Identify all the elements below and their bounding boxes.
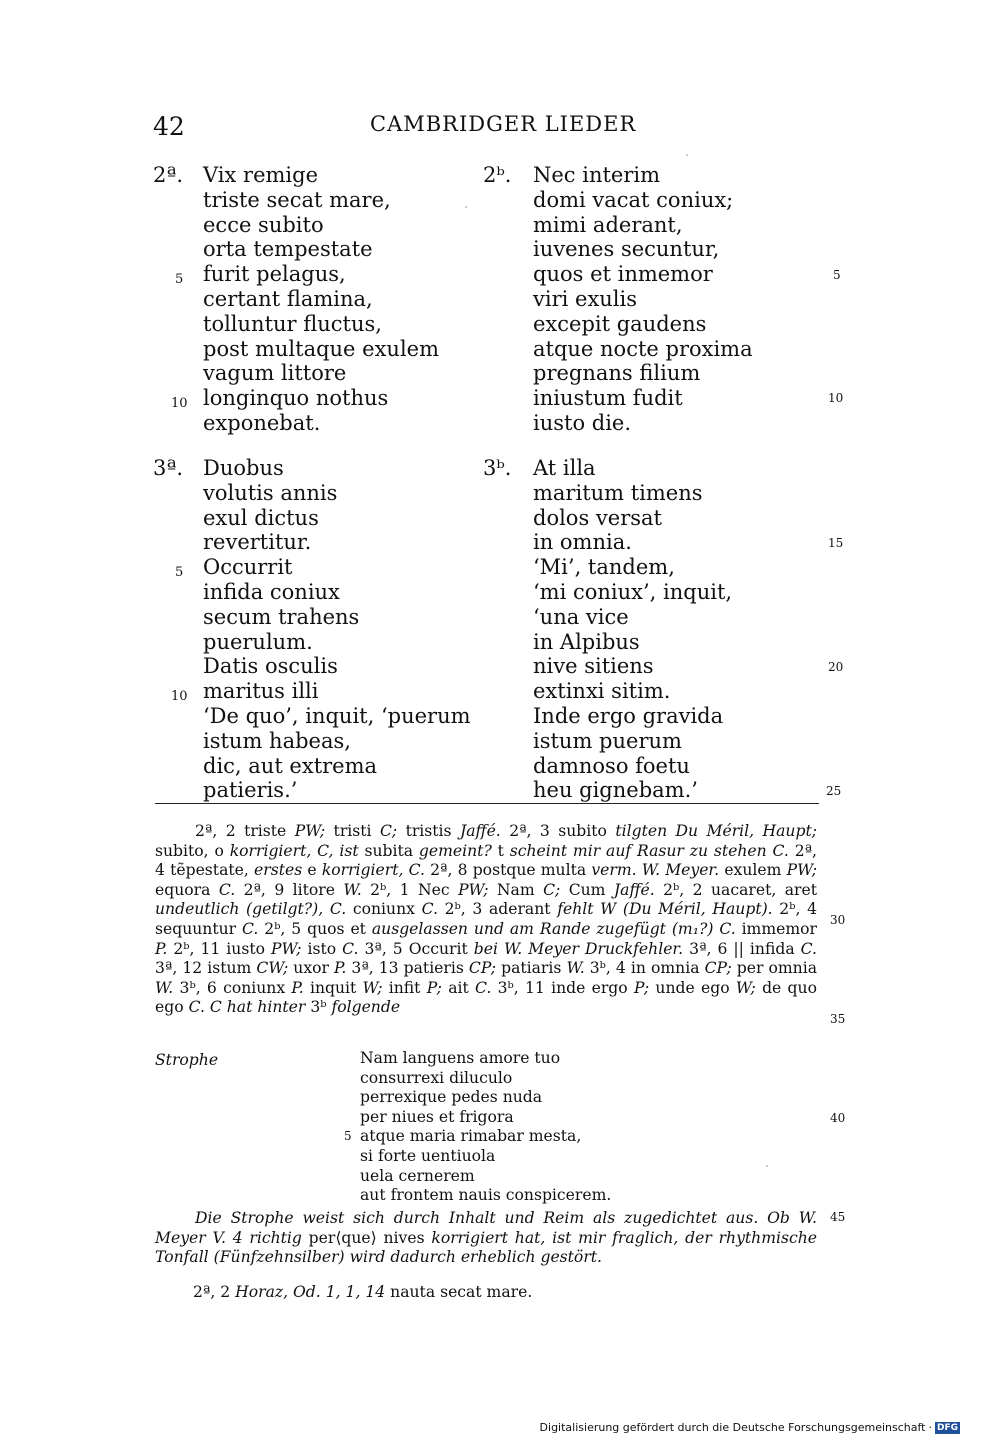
margin-number-15: 15 — [828, 536, 844, 550]
closing-note-part-1: Die Strophe weist sich durch Inhalt und Reim als zugedichtet aus. Ob W. Meyer V. 4 richtig — [155, 1209, 817, 1247]
margin-number-45: 45 — [830, 1210, 846, 1224]
margin-number-5: 5 — [833, 268, 841, 282]
margin-number-30: 30 — [830, 913, 846, 927]
scan-speck — [766, 1165, 768, 1167]
verse-line: ecce subito — [203, 212, 324, 237]
verse-line: patieris.’ — [203, 778, 298, 803]
citation-text: nauta secat mare. — [390, 1283, 533, 1301]
verse-line: excepit gaudens — [533, 311, 707, 336]
stanza-line-number: 5 — [175, 565, 184, 581]
running-head: CAMBRIDGER LIEDER — [370, 112, 637, 136]
footnote-rule — [155, 803, 819, 804]
verse-line: heu gignebam.’ — [533, 778, 698, 803]
verse-line: istum puerum — [533, 728, 682, 753]
stanza-line-number: 10 — [171, 689, 188, 705]
verse-line: At illa — [533, 456, 596, 480]
verse-line: orta tempestate — [203, 237, 373, 262]
strophe-line: perrexique pedes nuda — [360, 1088, 543, 1107]
verse-line: infida coniux — [203, 580, 340, 604]
stanza-line-number: 10 — [171, 396, 188, 412]
verse-line: maritum timens — [533, 480, 703, 505]
stanza-line-number: 5 — [175, 272, 184, 288]
strophe-line: si forte uentiuola — [360, 1146, 496, 1165]
verse-line: Datis osculis — [203, 654, 338, 679]
verse-line: domi vacat coniux; — [533, 187, 734, 212]
credit-text: Digitalisierung gefördert durch die Deutsche Forschungsgemeinschaft — [539, 1421, 926, 1434]
verse-line: exul dictus — [203, 505, 319, 530]
verse-line: iniustum fudit — [533, 386, 683, 411]
verse-line: atque nocte proxima — [533, 336, 753, 361]
verse-line: damnoso foetu — [533, 753, 690, 778]
stanza-label: 2ᵇ. — [483, 163, 512, 187]
strophe-line: aut frontem nauis conspicerem. — [360, 1186, 612, 1205]
scan-speck — [686, 154, 688, 156]
margin-number-25: 25 — [826, 784, 842, 798]
strophe-line-number: 5 — [344, 1129, 352, 1144]
margin-number-35: 35 — [830, 1012, 846, 1026]
verse-line: longinquo nothus — [203, 386, 389, 411]
margin-number-40: 40 — [830, 1111, 846, 1125]
verse-line: dic, aut extrema — [203, 753, 378, 778]
verse-line: nive sitiens — [533, 654, 654, 679]
closing-note — [155, 1209, 817, 1268]
strophe-line: consurrexi diluculo — [360, 1068, 513, 1087]
strophe-line: uela cernerem — [360, 1166, 475, 1185]
verse-line: ‘mi coniux’, inquit, — [533, 580, 733, 604]
strophe-label: Strophe — [155, 1051, 219, 1069]
verse-line: iuvenes secuntur, — [533, 237, 720, 262]
verse-line: viri exulis — [533, 287, 638, 311]
stanza-label: 3ᵇ. — [483, 456, 512, 480]
verse-line: Duobus — [203, 456, 284, 480]
verse-line: Vix remige — [203, 163, 318, 187]
citation-ref: 2ª, 2 — [193, 1283, 231, 1301]
critical-apparatus — [155, 822, 817, 1018]
verse-line: ‘una vice — [533, 604, 629, 629]
verse-line: pregnans filium — [533, 361, 701, 386]
strophe-line: 5 atque maria rimabar mesta, — [344, 1127, 582, 1146]
apparatus-paragraph: 2ª, 2 triste PW; tristi C; tristis Jaffé. 2ª, 3 subito tilgten Du Méril, Haupt; subito, o korrigiert, C, ist subita gemeint? t scheint mir auf Rasur zu stehen C. 2ª, 4 tẽpestate, erstes e korrigiert, C. 2ª, 8 postque multa verm. W. Meyer. exulem PW; equora C. 2ª, 9 litore W. 2ᵇ, 1 Nec PW; Nam C; Cum Jaffé. 2ᵇ, 2 uacaret, aret undeutlich (getilgt?), C. coniunx C. 2ᵇ, 3 aderant fehlt W (Du Méril, Haupt). 2ᵇ, 4 sequuntur C. 2ᵇ, 5 quos et ausgelassen und am Rande zugefügt (m₁?) C. immemor P. 2ᵇ, 11 iusto PW; isto C. 3ª, 5 Occurit bei W. Meyer Druckfehler. 3ª, 6 || infida C. 3ª, 12 istum CW; uxor P. 3ª, 13 patieris CP; patiaris W. 3ᵇ, 4 in omnia CP; per omnia W. 3ᵇ, 6 coniunx P. inquit W; infit P; ait C. 3ᵇ, 11 inde ergo P; unde ego W; de quo ego C. C hat hinter 3ᵇ folgende — [155, 822, 818, 1017]
verse-line: triste secat mare, — [203, 187, 391, 212]
verse-line: tolluntur fluctus, — [203, 311, 382, 336]
verse-line: ‘De quo’, inquit, ‘puerum — [203, 704, 471, 728]
scan-speck — [465, 206, 467, 208]
verse-line: extinxi sitim. — [533, 679, 671, 704]
citation-source: Horaz, Od. 1, 1, 14 — [235, 1283, 386, 1301]
verse-line: dolos versat — [533, 505, 662, 530]
verse-line: post multaque exulem — [203, 336, 440, 361]
verse-line: mimi aderant, — [533, 212, 683, 237]
stanza-label: 3ª. — [153, 456, 184, 480]
verse-line: quos et inmemor — [533, 262, 713, 287]
verse-line: volutis annis — [203, 480, 338, 505]
verse-line: maritus illi — [203, 679, 319, 704]
source-citation — [193, 1283, 532, 1301]
verse-line: istum habeas, — [203, 728, 351, 753]
strophe-line: per niues et frigora — [360, 1107, 514, 1126]
digitization-credit: Digitalisierung gefördert durch die Deutsche Forschungsgemeinschaft · DFG — [539, 1421, 958, 1434]
verse-line: vagum littore — [203, 361, 347, 386]
verse-line: in Alpibus — [533, 629, 640, 654]
verse-line: Inde ergo gravida — [533, 704, 724, 728]
closing-note-part-2: korrigiert hat, ist mir fraglich, der rhythmische Tonfall (Fünfzehnsilber) wird dadurch erheblich gestört. — [155, 1228, 817, 1267]
margin-number-10: 10 — [828, 391, 844, 405]
verse-line: revertitur. — [203, 530, 312, 555]
dfg-logo: DFG — [936, 1422, 958, 1433]
stanza-label: 2ª. — [153, 163, 184, 187]
page-number: 42 — [153, 112, 185, 141]
verse-line: secum trahens — [203, 604, 360, 629]
verse-line: Nec interim — [533, 163, 661, 187]
verse-line: ‘Mi’, tandem, — [533, 555, 675, 580]
verse-line: furit pelagus, — [203, 262, 346, 287]
verse-line: exponebat. — [203, 411, 321, 435]
verse-line: certant flamina, — [203, 287, 373, 311]
strophe-line: Nam languens amore tuo — [360, 1049, 561, 1067]
verse-line: puerulum. — [203, 629, 313, 654]
verse-line: iusto die. — [533, 411, 632, 435]
verse-line: Occurrit — [203, 555, 293, 580]
closing-note-emendation: per⟨que⟩ nives — [308, 1228, 425, 1247]
added-strophe — [344, 1049, 612, 1206]
margin-number-20: 20 — [828, 660, 844, 674]
verse-line: in omnia. — [533, 530, 632, 555]
